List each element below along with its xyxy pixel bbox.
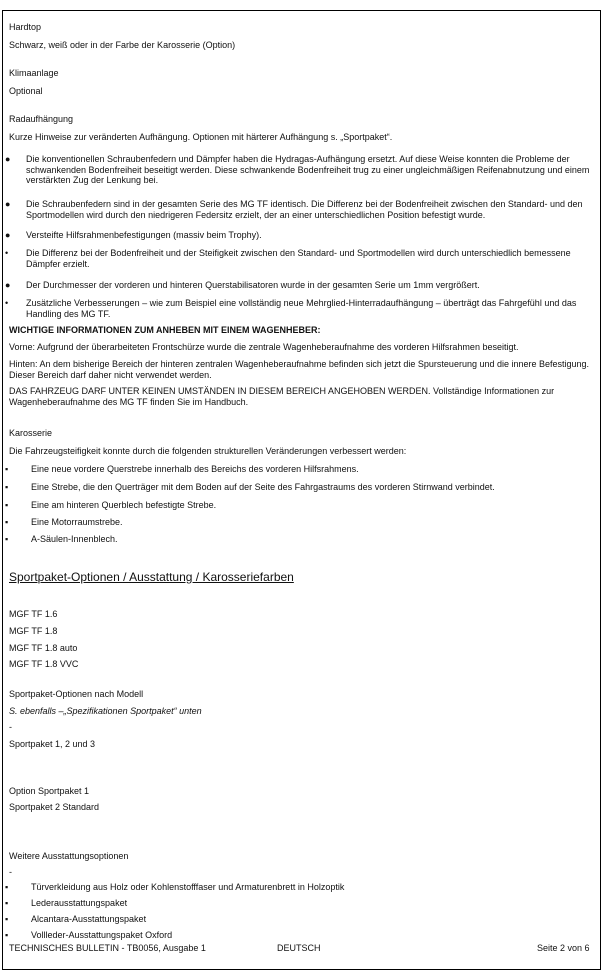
bullet-square-icon: ▪	[5, 500, 9, 510]
karosserie-bullet: A-Säulen-Innenblech.	[31, 534, 118, 544]
rad-bullet: Zusätzliche Verbesserungen – wie zum Beispiel eine vollständig neue Mehrglied-Hinterradaufhängung – überträgt das Fahrgefühl und das Handling des MG TF.	[26, 298, 577, 319]
karosserie-intro: Die Fahrzeugsteifigkeit konnte durch die folgenden strukturellen Veränderungen verbessert werden:	[9, 446, 407, 456]
rad-intro: Kurze Hinweise zur veränderten Aufhängung. Optionen mit härterer Aufhängung s. „Sportpaket“.	[9, 132, 393, 142]
sport-heading: Sportpaket-Optionen / Ausstattung / Karosseriefarben	[9, 570, 294, 584]
model-line: MGF TF 1.8	[9, 626, 58, 636]
footer-page-number: Seite 2 von 6	[537, 943, 590, 953]
bullet-square-icon: ▪	[5, 482, 9, 492]
rad-bullet: Die Differenz bei der Bodenfreiheit und der Steifigkeit zwischen den Standard- und Sportmodellen wird durch unterschiedlich bemessene Dämpfer erzielt.	[26, 248, 571, 269]
bullet-dot-icon: ●	[5, 154, 11, 164]
dash: -	[9, 867, 12, 877]
bullet-dot-icon: •	[5, 248, 9, 258]
karosserie-bullet: Eine Motorraumstrebe.	[31, 517, 123, 527]
option-sport1: Option Sportpaket 1	[9, 786, 90, 796]
weitere-bullet: Lederausstattungspaket	[31, 898, 128, 908]
see-also-note: S. ebenfalls –„Spezifikationen Sportpaket“ unten	[9, 706, 202, 716]
rad-bullet: Die Schraubenfedern sind in der gesamten Serie des MG TF identisch. Die Differenz bei der Bodenfreiheit zwischen den Standard- und den Sportmodellen wird durch den niedrigeren Federsitz erzielt, der an einer unterschiedlichen Position befestigt wurde.	[26, 199, 583, 220]
karosserie-bullet: Eine am hinteren Querblech befestigte Strebe.	[31, 500, 217, 510]
dash: -	[9, 722, 12, 732]
jack-front: Vorne: Aufgrund der überarbeiteten Frontschürze wurde die zentrale Wagenheberaufnahme des vorderen Hilfsrahmen beseitigt.	[9, 342, 519, 352]
bullet-dot-icon: ●	[5, 230, 11, 240]
bullet-square-icon: ▪	[5, 882, 9, 892]
weitere-title: Weitere Ausstattungsoptionen	[9, 851, 129, 861]
bullet-dot-icon: ●	[5, 280, 11, 290]
footer-center: DEUTSCH	[277, 943, 321, 953]
footer-left: TECHNISCHES BULLETIN - TB0056, Ausgabe 1	[9, 943, 206, 953]
by-model-title: Sportpaket-Optionen nach Modell	[9, 689, 144, 699]
rad-bullet: Die konventionellen Schraubenfedern und Dämpfer haben die Hydragas-Aufhängung ersetzt. Auf diese Weise konnten die Probleme der schwankenden Bodenfreiheit beseitigt werden. Diese schwankende Bodenfreiheit trug zu einer ungleichmäßigen Reifenabnutzung und einem verstärkten Zug der Lenkung bei.	[26, 154, 590, 185]
bullet-square-icon: ▪	[5, 464, 9, 474]
packages-line: Sportpaket 1, 2 und 3	[9, 739, 96, 749]
standard-sport2: Sportpaket 2 Standard	[9, 802, 100, 812]
bullet-square-icon: ▪	[5, 517, 9, 527]
rad-bullet: Der Durchmesser der vorderen und hinteren Querstabilisatoren wurde in der gesamten Serie um 1mm vergrößert.	[26, 280, 480, 290]
jack-warning: DAS FAHRZEUG DARF UNTER KEINEN UMSTÄNDEN IN DIESEM BEREICH ANGEHOBEN WERDEN. Vollständige Informationen zur Wagenheberaufnahme des MG TF finden Sie im Handbuch.	[9, 386, 555, 407]
jack-rear: Hinten: An dem bisherige Bereich der hinteren zentralen Wagenheberaufnahme befinden sich jetzt die Spursteuerung und die innere Befestigung. Dieser Bereich darf daher nicht verwendet werden.	[9, 359, 590, 380]
bullet-square-icon: ▪	[5, 898, 9, 908]
model-line: MGF TF 1.8 VVC	[9, 659, 79, 669]
hardtop-text: Schwarz, weiß oder in der Farbe der Karosserie (Option)	[9, 40, 236, 50]
jack-title: WICHTIGE INFORMATIONEN ZUM ANHEBEN MIT EINEM WAGENHEBER:	[9, 325, 321, 335]
rad-bullet: Versteifte Hilfsrahmenbefestigungen (massiv beim Trophy).	[26, 230, 262, 240]
weitere-bullet: Alcantara-Ausstattungspaket	[31, 914, 147, 924]
bullet-square-icon: ▪	[5, 914, 9, 924]
klima-text: Optional	[9, 86, 43, 96]
karosserie-title: Karosserie	[9, 428, 53, 438]
model-line: MGF TF 1.8 auto	[9, 643, 78, 653]
model-line: MGF TF 1.6	[9, 609, 58, 619]
bullet-square-icon: ▪	[5, 930, 9, 940]
karosserie-bullet: Eine Strebe, die den Querträger mit dem Boden auf der Seite des Fahrgastraums des vorderen Stirnwand verbindet.	[31, 482, 495, 492]
weitere-bullet: Vollleder-Ausstattungspaket Oxford	[31, 930, 173, 940]
weitere-bullet: Türverkleidung aus Holz oder Kohlenstofffaser und Armaturenbrett in Holzoptik	[31, 882, 345, 892]
hardtop-title: Hardtop	[9, 22, 42, 32]
bullet-square-icon: ▪	[5, 534, 9, 544]
bullet-dot-icon: •	[5, 298, 9, 308]
bullet-dot-icon: ●	[5, 199, 11, 209]
klima-title: Klimaanlage	[9, 68, 59, 78]
karosserie-bullet: Eine neue vordere Querstrebe innerhalb des Bereichs des vorderen Hilfsrahmens.	[31, 464, 359, 474]
rad-title: Radaufhängung	[9, 114, 74, 124]
